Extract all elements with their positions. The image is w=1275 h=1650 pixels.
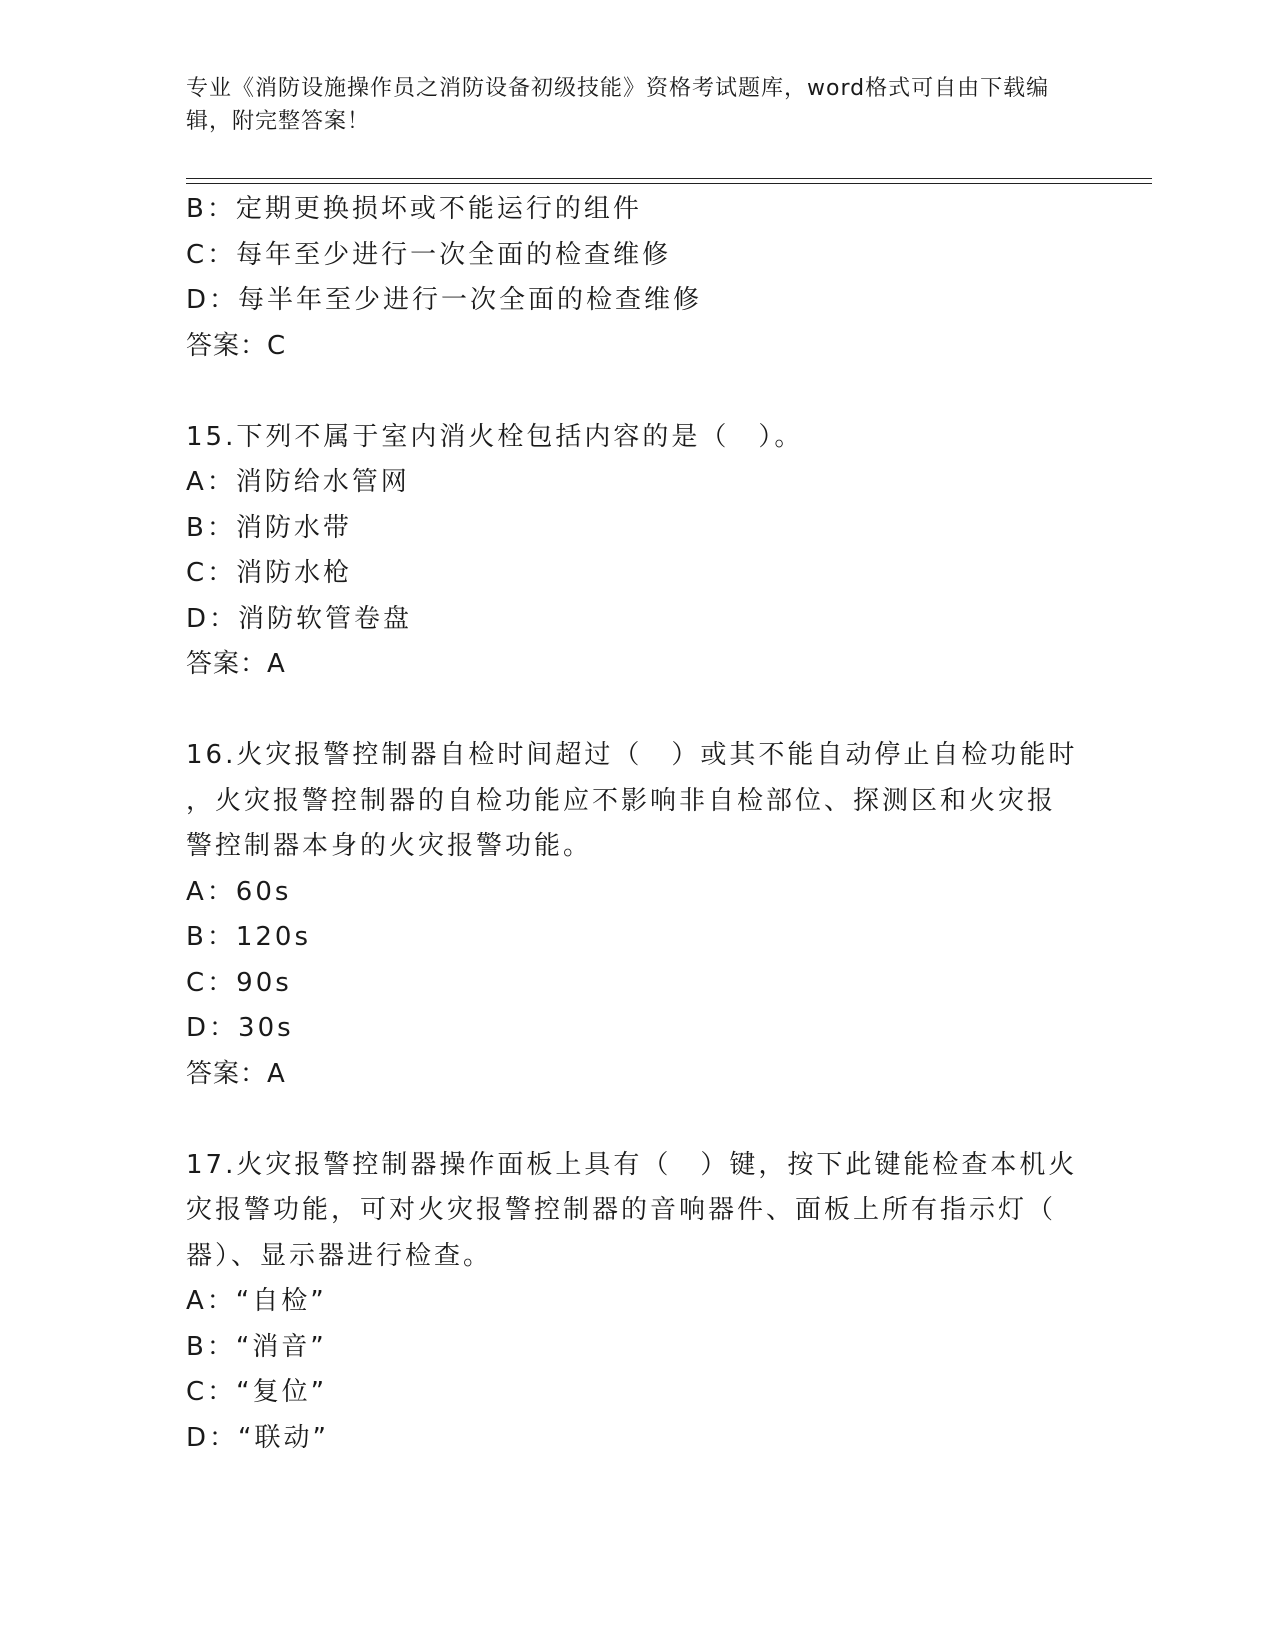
question-14-remainder <box>186 187 1076 369</box>
question-content <box>186 187 1076 1461</box>
option-b: B：消防水带 <box>186 512 352 543</box>
option-c: C：消防水枪 <box>186 558 353 588</box>
spacer <box>186 688 1076 734</box>
option-a: A：“自检” <box>186 1286 327 1316</box>
spacer <box>186 1097 1076 1143</box>
answer: 答案：A <box>186 1058 286 1089</box>
option-d: D：每半年至少进行一次全面的检查维修 <box>186 285 703 315</box>
header-rule-top <box>186 178 1152 179</box>
document-header <box>186 72 1066 138</box>
option-d: D：“联动” <box>186 1422 329 1453</box>
option-b: B：定期更换损坏或不能运行的组件 <box>186 194 642 224</box>
question-stem-line: ，火灾报警控制器的自检功能应不影响非自检部位、探测区和火灾报 <box>186 785 1057 816</box>
header-text: 专业《消防设施操作员之消防设备初级技能》资格考试题库，word格式可自由下载编辑，附完整答案！ <box>186 76 1050 134</box>
question-stem-line: 16.火灾报警控制器自检时间超过（ ）或其不能自动停止自检功能时 <box>186 740 1078 770</box>
option-a: A：60s <box>186 876 292 907</box>
option-b: B：“消音” <box>186 1331 327 1362</box>
answer: 答案：C <box>186 330 287 361</box>
option-c: C：每年至少进行一次全面的检查维修 <box>186 239 672 270</box>
question-stem-line: 灾报警功能，可对火灾报警控制器的音响器件、面板上所有指示灯（ <box>186 1195 1057 1225</box>
question-15 <box>186 415 1076 688</box>
spacer <box>186 369 1076 415</box>
option-c: C：90s <box>186 967 292 998</box>
question-stem-line: 器）、显示器进行检查。 <box>186 1240 493 1271</box>
answer: 答案：A <box>186 649 286 679</box>
question-17 <box>186 1143 1076 1462</box>
question-16 <box>186 733 1076 1097</box>
question-stem-line: 警控制器本身的火灾报警功能。 <box>186 831 593 861</box>
option-b: B：120s <box>186 922 312 952</box>
option-d: D：30s <box>186 1013 294 1043</box>
option-a: A：消防给水管网 <box>186 467 410 497</box>
question-stem: 15.下列不属于室内消火栓包括内容的是（ ）。 <box>186 421 804 452</box>
option-c: C：“复位” <box>186 1377 328 1407</box>
option-d: D：消防软管卷盘 <box>186 603 413 634</box>
header-rule-bottom <box>186 183 1152 184</box>
question-stem-line: 17.火灾报警控制器操作面板上具有（ ）键，按下此键能检查本机火 <box>186 1149 1078 1180</box>
